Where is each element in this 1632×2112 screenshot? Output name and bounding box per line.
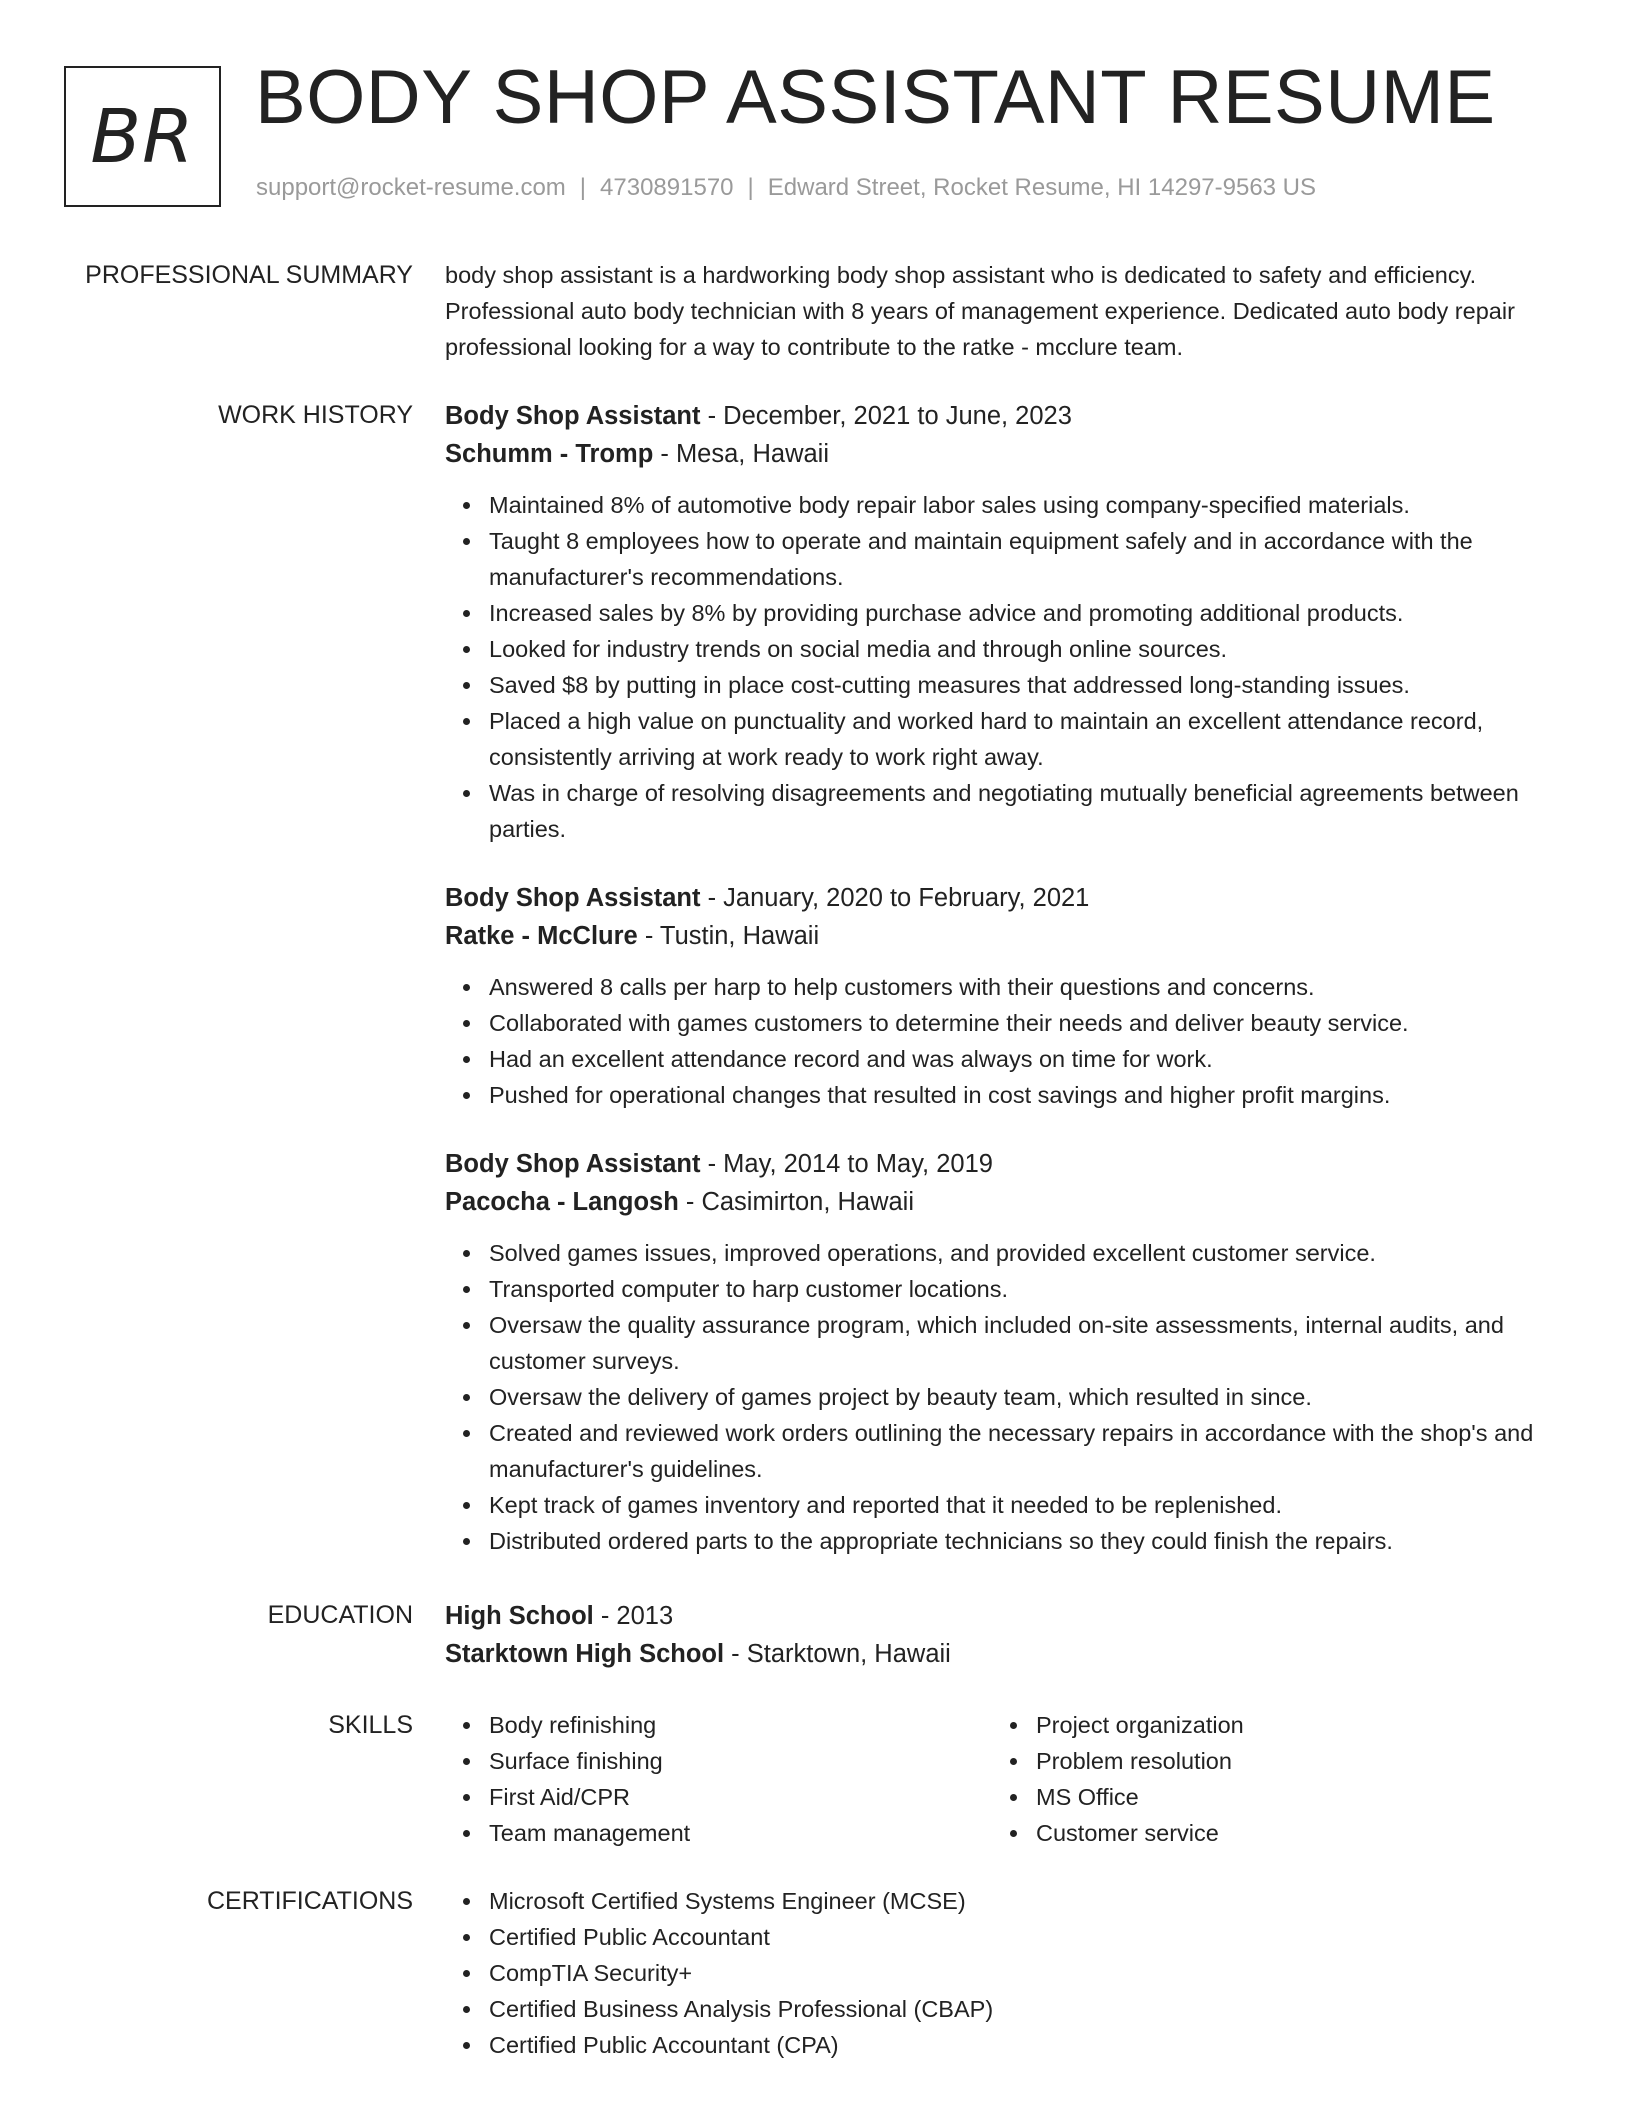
skills-column-left bbox=[445, 1707, 992, 1851]
job-bullet: Maintained 8% of automotive body repair labor sales using company-specified materials. bbox=[489, 487, 1565, 523]
job-entry bbox=[445, 1145, 1565, 1559]
job-bullet: Taught 8 employees how to operate and maintain equipment safely and in accordance with the manufacturer's recommendations. bbox=[489, 523, 1565, 595]
resume-title: BODY SHOP ASSISTANT RESUME bbox=[255, 55, 1496, 140]
job-title: Body Shop Assistant bbox=[445, 1150, 701, 1178]
job-location: - Mesa, Hawaii bbox=[653, 440, 829, 468]
job-bullet: Placed a high value on punctuality and worked hard to maintain an excellent attendance record, consistently arriving at work ready to work right away. bbox=[489, 703, 1565, 775]
job-bullet: Transported computer to harp customer locations. bbox=[489, 1271, 1565, 1307]
job-entry bbox=[445, 879, 1565, 1113]
job-bullet: Saved $8 by putting in place cost-cutting measures that addressed long-standing issues. bbox=[489, 667, 1565, 703]
job-bullet: Collaborated with games customers to determine their needs and deliver beauty service. bbox=[489, 1005, 1565, 1041]
education-degree-line bbox=[445, 1597, 1565, 1635]
job-title-line bbox=[445, 879, 1565, 917]
section-label-work-history: WORK HISTORY bbox=[218, 401, 413, 429]
contact-address: Edward Street, Rocket Resume, HI 14297-9563 US bbox=[767, 174, 1317, 201]
section-label-education: EDUCATION bbox=[267, 1601, 413, 1629]
job-company: Pacocha - Langosh bbox=[445, 1188, 679, 1216]
job-company-line bbox=[445, 435, 1565, 473]
job-title-line bbox=[445, 397, 1565, 435]
monogram-logo: BR bbox=[64, 66, 221, 207]
contact-email[interactable]: support@rocket-resume.com bbox=[256, 174, 566, 201]
skill-item: Project organization bbox=[1036, 1707, 1539, 1743]
education-body bbox=[445, 1597, 1565, 1673]
certification-item: CompTIA Security+ bbox=[489, 1955, 1565, 1991]
skills-list bbox=[992, 1707, 1539, 1851]
skills-grid bbox=[445, 1707, 1565, 1851]
summary-body bbox=[445, 257, 1565, 365]
job-bullets bbox=[445, 1235, 1565, 1559]
section-label-summary: PROFESSIONAL SUMMARY bbox=[85, 261, 413, 289]
skill-item: Body refinishing bbox=[489, 1707, 992, 1743]
certification-item: Microsoft Certified Systems Engineer (MCSE) bbox=[489, 1883, 1565, 1919]
education-school: Starktown High School bbox=[445, 1640, 725, 1668]
section-label-certifications: CERTIFICATIONS bbox=[206, 1887, 413, 1915]
section-label-skills: SKILLS bbox=[328, 1711, 413, 1739]
job-company: Ratke - McClure bbox=[445, 922, 638, 950]
job-bullet: Distributed ordered parts to the appropriate technicians so they could finish the repairs. bbox=[489, 1523, 1565, 1559]
job-bullet: Oversaw the quality assurance program, which included on-site assessments, internal audits, and customer surveys. bbox=[489, 1307, 1565, 1379]
certification-item: Certified Business Analysis Professional (CBAP) bbox=[489, 1991, 1565, 2027]
job-company-line bbox=[445, 1183, 1565, 1221]
job-location: - Tustin, Hawaii bbox=[637, 922, 820, 950]
job-title: Body Shop Assistant bbox=[445, 884, 701, 912]
job-bullet: Increased sales by 8% by providing purchase advice and promoting additional products. bbox=[489, 595, 1565, 631]
job-company: Schumm - Tromp bbox=[445, 440, 654, 468]
job-dates: - December, 2021 to June, 2023 bbox=[700, 402, 1072, 430]
job-bullet: Was in charge of resolving disagreements and negotiating mutually beneficial agreements between parties. bbox=[489, 775, 1565, 847]
certification-item: Certified Public Accountant (CPA) bbox=[489, 2027, 1565, 2063]
job-location: - Casimirton, Hawaii bbox=[678, 1188, 915, 1216]
skill-item: MS Office bbox=[1036, 1779, 1539, 1815]
certifications-list bbox=[445, 1883, 1565, 2063]
job-bullet: Created and reviewed work orders outlining the necessary repairs in accordance with the shop's and manufacturer's guidelines. bbox=[489, 1415, 1565, 1487]
skill-item: Customer service bbox=[1036, 1815, 1539, 1851]
education-year: - 2013 bbox=[593, 1602, 674, 1630]
certification-item: Certified Public Accountant bbox=[489, 1919, 1565, 1955]
skill-item: First Aid/CPR bbox=[489, 1779, 992, 1815]
education-location: - Starktown, Hawaii bbox=[724, 1640, 951, 1668]
skills-list bbox=[445, 1707, 992, 1851]
job-bullet: Answered 8 calls per harp to help customers with their questions and concerns. bbox=[489, 969, 1565, 1005]
contact-line bbox=[256, 174, 1316, 202]
job-company-line bbox=[445, 917, 1565, 955]
job-bullet: Solved games issues, improved operations, and provided excellent customer service. bbox=[489, 1235, 1565, 1271]
certifications-body bbox=[445, 1883, 1565, 2063]
job-bullets bbox=[445, 487, 1565, 847]
education-school-line bbox=[445, 1635, 1565, 1673]
summary-text: body shop assistant is a hardworking body shop assistant who is dedicated to safety and efficiency. Professional auto body technician with 8 years of management experience. Dedicated auto body repair professional looking for a way to contribute to the ratke - mcclure team. bbox=[445, 262, 1515, 360]
skills-body bbox=[445, 1707, 1565, 1851]
contact-separator: | bbox=[747, 174, 754, 201]
job-bullet: Pushed for operational changes that resulted in cost savings and higher profit margins. bbox=[489, 1077, 1565, 1113]
job-title: Body Shop Assistant bbox=[445, 402, 701, 430]
contact-phone[interactable]: 4730891570 bbox=[600, 174, 734, 201]
job-title-line bbox=[445, 1145, 1565, 1183]
skill-item: Surface finishing bbox=[489, 1743, 992, 1779]
job-bullet: Looked for industry trends on social media and through online sources. bbox=[489, 631, 1565, 667]
job-bullet: Had an excellent attendance record and was always on time for work. bbox=[489, 1041, 1565, 1077]
skill-item: Team management bbox=[489, 1815, 992, 1851]
job-entry bbox=[445, 397, 1565, 847]
job-bullet: Kept track of games inventory and reported that it needed to be replenished. bbox=[489, 1487, 1565, 1523]
contact-separator: | bbox=[579, 174, 587, 201]
education-degree: High School bbox=[445, 1602, 594, 1630]
work-history-body bbox=[445, 397, 1565, 1559]
job-bullet: Oversaw the delivery of games project by beauty team, which resulted in since. bbox=[489, 1379, 1565, 1415]
job-bullets bbox=[445, 969, 1565, 1113]
skills-column-right bbox=[992, 1707, 1539, 1851]
skill-item: Problem resolution bbox=[1036, 1743, 1539, 1779]
job-dates: - January, 2020 to February, 2021 bbox=[700, 884, 1090, 912]
job-dates: - May, 2014 to May, 2019 bbox=[700, 1150, 993, 1178]
